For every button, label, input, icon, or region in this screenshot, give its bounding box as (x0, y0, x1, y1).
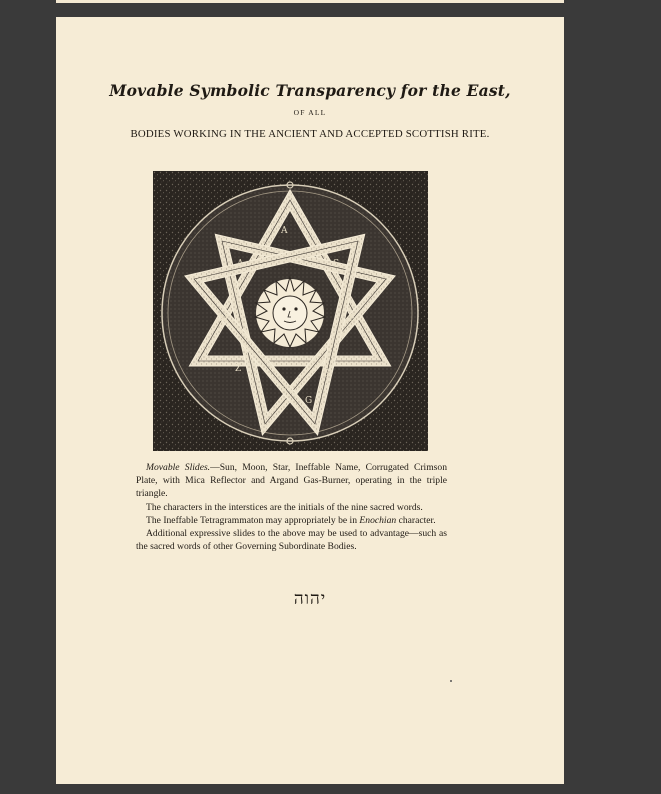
svg-text:S: S (333, 259, 340, 269)
svg-text:A: A (281, 226, 288, 236)
stray-mark (450, 680, 452, 682)
paragraph-additional-slides: Additional expressive slides to the above may be used to advantage—such as the sacred words of other Governing Subordinate Bodies. (136, 528, 447, 553)
previous-page-edge (56, 0, 564, 3)
page-subtitle: BODIES WORKING IN THE ANCIENT AND ACCEPTED SCOTTISH RITE. (130, 128, 490, 140)
paragraph-tetragrammaton (136, 514, 447, 527)
svg-text:E: E (349, 314, 356, 324)
symbolic-transparency-engraving (153, 171, 428, 451)
caption-description: —Sun, Moon, Star, Ineffable Name, Corrugated Crimson Plate, with Mica Reflector and Argand Gas-Burner, operating in the triple triangle. (136, 462, 447, 500)
para3-emphasis: Enochian (359, 514, 397, 526)
paragraph-initials: The characters in the interstices are the initials of the nine sacred words. (146, 501, 423, 513)
caption-label: Movable Slides. (146, 462, 211, 473)
svg-text:E: E (281, 386, 288, 396)
svg-text:B: B (323, 369, 330, 379)
page-title: Movable Symbolic Transparency for the East, (109, 81, 511, 100)
svg-text:M: M (219, 314, 229, 324)
svg-text:G: G (305, 396, 313, 406)
svg-text:A: A (237, 259, 244, 269)
caption-paragraph (136, 461, 447, 501)
hebrew-tetragrammaton: יהוה (293, 589, 327, 609)
para3-end: character. (396, 514, 436, 526)
book-page (56, 17, 564, 784)
of-all-line: OF ALL (293, 108, 327, 117)
caption-text (136, 461, 447, 553)
svg-text:Z: Z (235, 364, 242, 374)
para3-start: The Ineffable Tetragrammaton may appropriately be in (146, 514, 360, 526)
